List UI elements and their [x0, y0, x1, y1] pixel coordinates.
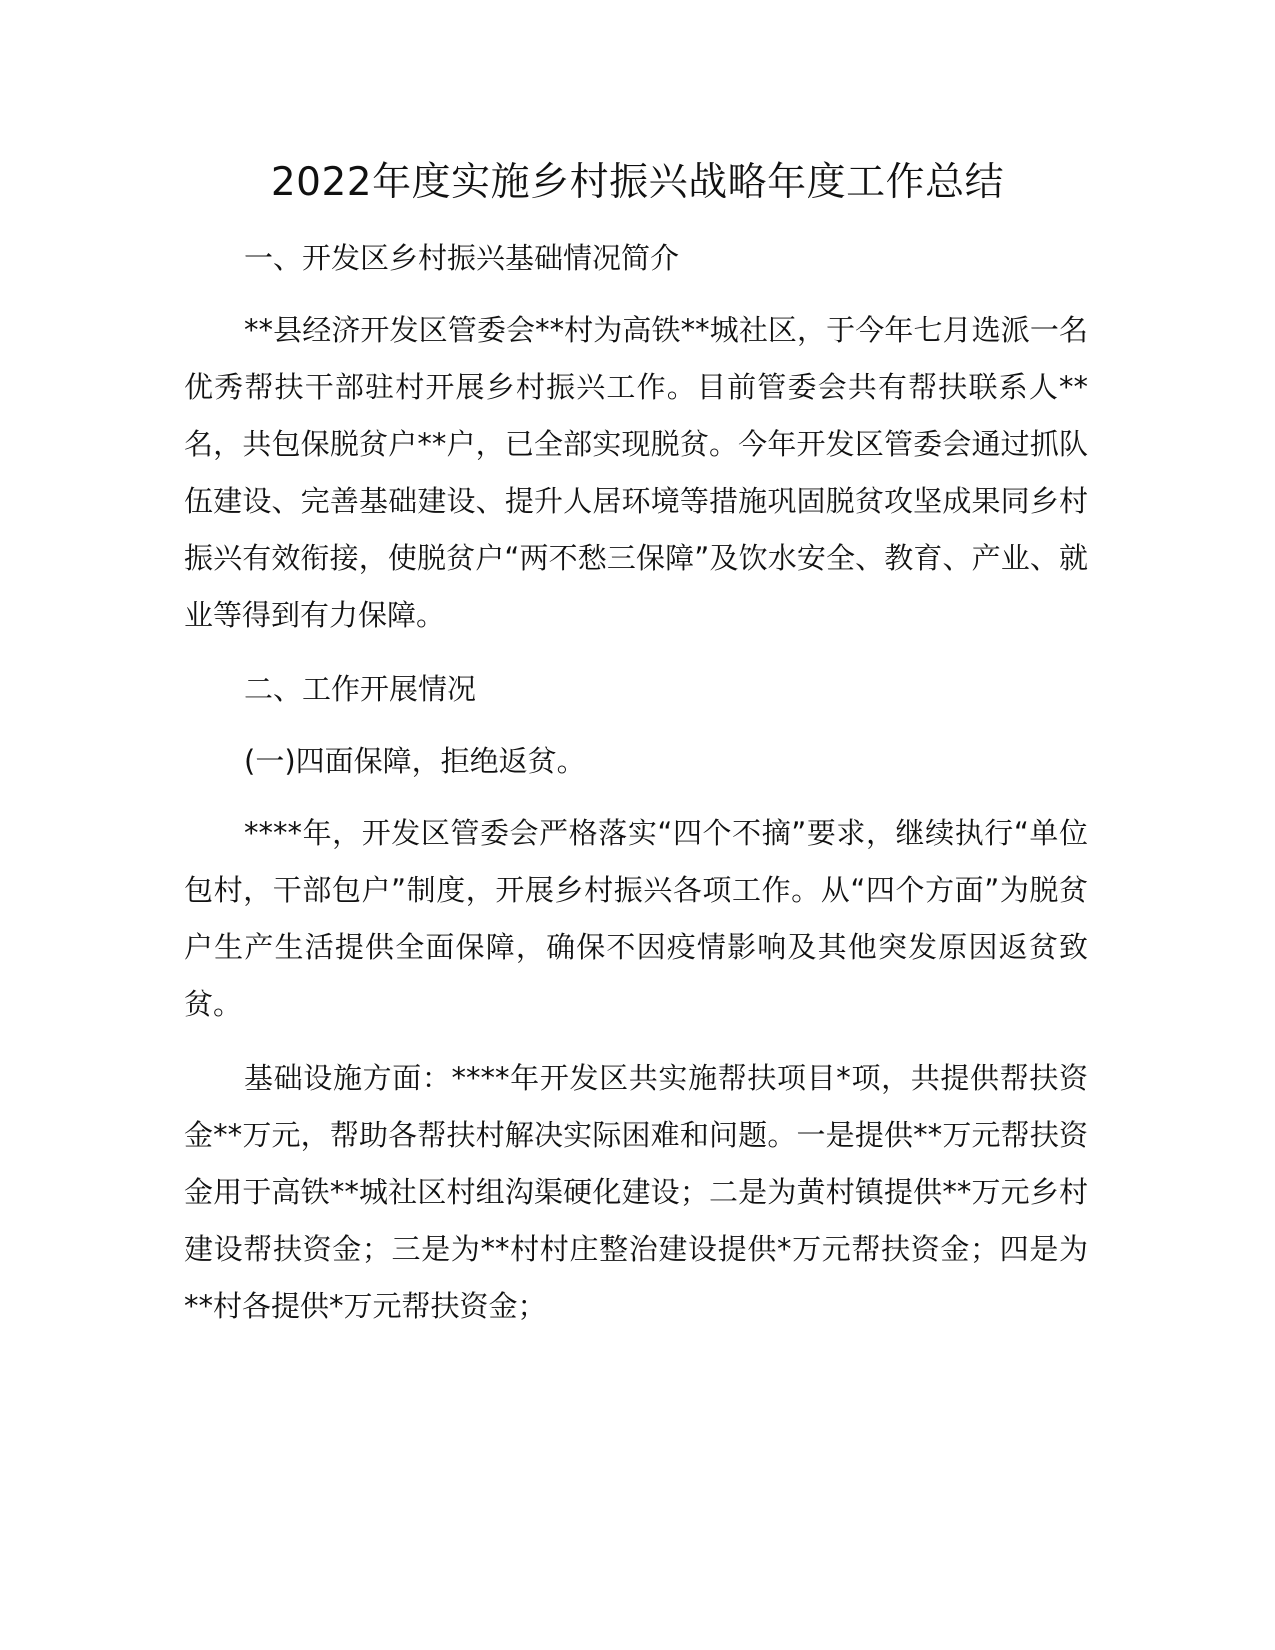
paragraph-four-guarantees: ****年，开发区管委会严格落实“四个不摘”要求，继续执行“单位包村，干部包户”制度，开展乡村振兴各项工作。从“四个方面”为脱贫户生产生活提供全面保障，确保不因疫情影响及其他突发原因返贫致贫。 — [184, 816, 1088, 1021]
paragraph-infrastructure: 基础设施方面：****年开发区共实施帮扶项目*项，共提供帮扶资金**万元，帮助各帮扶村解决实际困难和问题。一是提供**万元帮扶资金用于高铁**城社区村组沟渠硬化建设；二是为黄村镇提供**万元乡村建设帮扶资金；三是为**村村庄整治建设提供*万元帮扶资金；四是为**村各提供*万元帮扶资金； — [184, 1061, 1088, 1323]
paragraph-intro: **县经济开发区管委会**村为高铁**城社区，于今年七月选派一名优秀帮扶干部驻村开展乡村振兴工作。目前管委会共有帮扶联系人**名，共包保脱贫户**户，已全部实现脱贫。今年开发区管委会通过抓队伍建设、完善基础建设、提升人居环境等措施巩固脱贫攻坚成果同乡村振兴有效衔接，使脱贫户“两不愁三保障”及饮水安全、教育、产业、就业等得到有力保障。 — [184, 313, 1088, 632]
section-heading-1: 一、开发区乡村振兴基础情况简介 — [244, 241, 680, 275]
section-heading-2: 二、工作开展情况 — [244, 672, 477, 706]
subsection-heading-1: (一)四面保障，拒绝返贫。 — [244, 744, 586, 778]
document-body — [184, 230, 1088, 1352]
document-title: 2022年度实施乡村振兴战略年度工作总结 — [270, 160, 1005, 205]
